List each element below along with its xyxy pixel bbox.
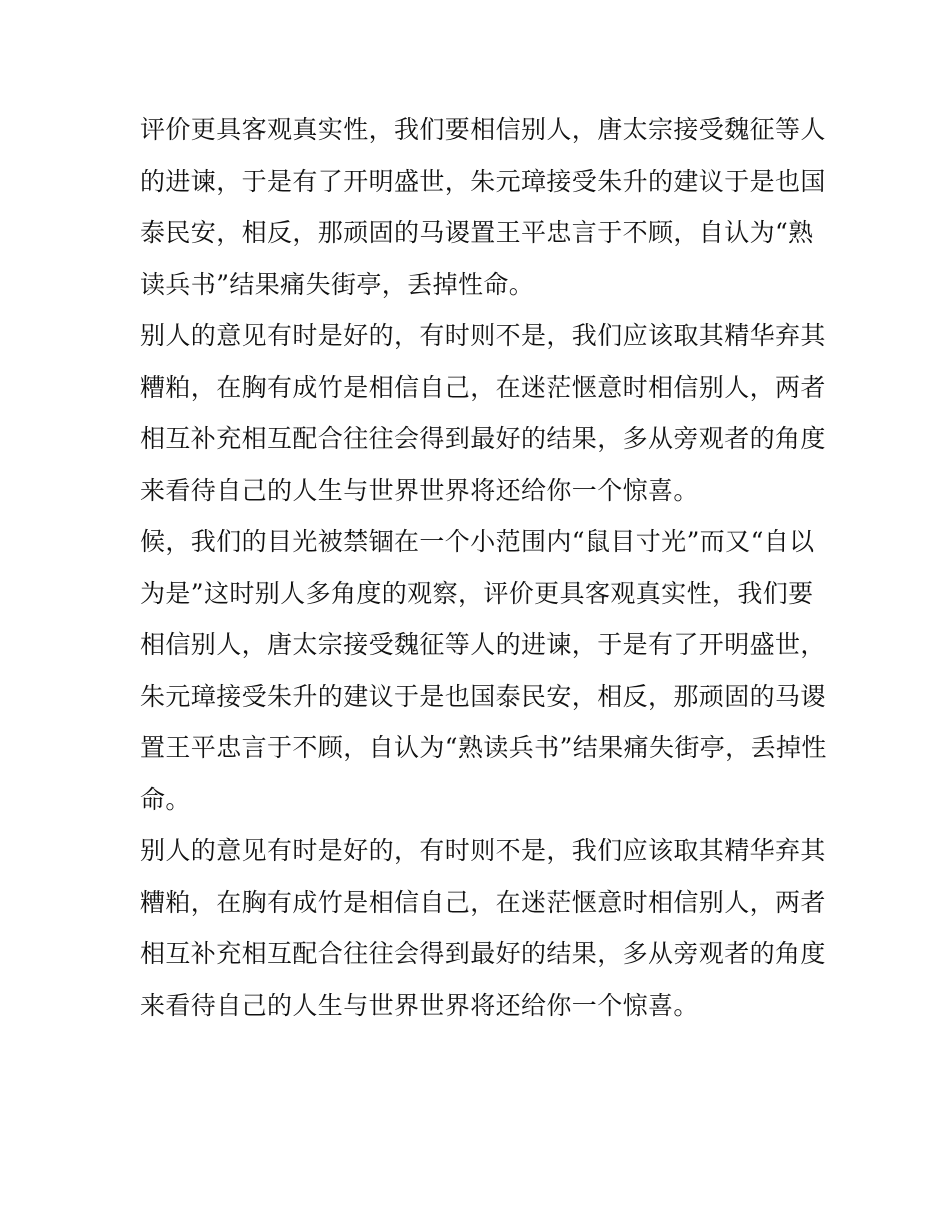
text-line: 为是”这时别人多角度的观察，评价更具客观真实性，我们要 — [140, 578, 814, 608]
document-body — [140, 104, 830, 1031]
text-line: 的进谏，于是有了开明盛世，朱元璋接受朱升的建议于是也国 — [140, 166, 826, 196]
text-line: 别人的意见有时是好的，有时则不是，我们应该取其精华弃其 — [140, 321, 826, 350]
text-line: 泰民安，相反，那顽固的马谡置王平忠言于不顾，自认为“熟 — [140, 218, 814, 247]
text-line: 相信别人，唐太宗接受魏征等人的进谏，于是有了开明盛世， — [140, 630, 826, 659]
text-line: 相互补充相互配合往往会得到最好的结果，多从旁观者的角度 — [140, 939, 826, 968]
text-line: 置王平忠言于不顾，自认为“熟读兵书”结果痛失街亭，丢掉性 — [140, 733, 827, 762]
text-line: 朱元璋接受朱升的建议于是也国泰民安，相反，那顽固的马谡 — [140, 681, 826, 711]
text-line: 来看待自己的人生与世界世界将还给你一个惊喜。 — [140, 475, 699, 505]
text-line: 来看待自己的人生与世界世界将还给你一个惊喜。 — [140, 990, 699, 1020]
text-line: 命。 — [140, 784, 191, 814]
text-line: 候，我们的目光被禁锢在一个小范围内“鼠目寸光”而又“自以 — [140, 527, 815, 556]
text-line: 评价更具客观真实性，我们要相信别人，唐太宗接受魏征等人 — [140, 115, 826, 144]
text-line: 相互补充相互配合往往会得到最好的结果，多从旁观者的角度 — [140, 424, 826, 453]
text-line: 糟粕，在胸有成竹是相信自己，在迷茫惬意时相信别人，两者 — [140, 887, 826, 917]
text-line: 别人的意见有时是好的，有时则不是，我们应该取其精华弃其 — [140, 836, 826, 865]
text-line: 读兵书”结果痛失街亭，丢掉性命。 — [140, 269, 535, 299]
text-line: 糟粕，在胸有成竹是相信自己，在迷茫惬意时相信别人，两者 — [140, 372, 826, 402]
